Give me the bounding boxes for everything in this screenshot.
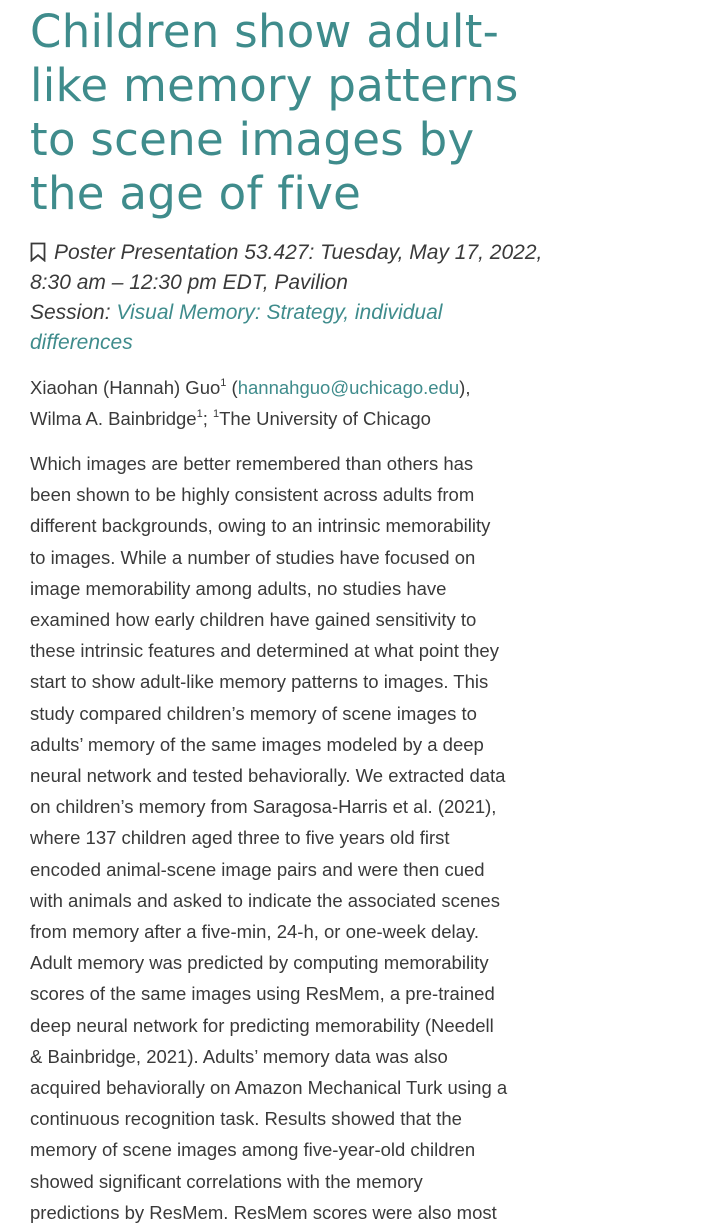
affiliation-name: The University of Chicago [219,408,431,429]
article [30,0,670,1228]
abstract-line: deep neural network for predicting memorability (Needell [30,1014,494,1036]
presentation-time: Poster Presentation 53.427: Tuesday, May 17, 2022, [54,241,543,264]
author-affiliation-sup: 1 [196,408,203,420]
abstract-line: adults’ memory of the same images modeled by a deep [30,733,484,755]
abstract-line: image memorability among adults, no studies have [30,577,447,599]
session-link[interactable]: Visual Memory: Strategy, individual [116,301,443,324]
abstract-line: memory of scene images among five-year-old children [30,1139,476,1161]
abstract-line: where 137 children aged three to five years old first [30,827,450,849]
author-name: Xiaohan (Hannah) Guo [30,377,221,398]
abstract-line: with animals and asked to indicate the associated scenes [30,889,500,911]
abstract-line: start to show adult-like memory patterns to images. This [30,671,489,693]
page-title [30,5,670,221]
abstract-line: been shown to be highly consistent across adults from [30,484,475,506]
abstract-line: acquired behaviorally on Amazon Mechanical Turk using a [30,1077,508,1099]
abstract-line: to images. While a number of studies have focused on [30,546,476,568]
email-paren-close: ), [459,377,471,398]
affiliation-sup: 1 [212,408,220,420]
title-line: Children show adult- [30,5,500,58]
session-link-continued[interactable]: differences [30,331,133,354]
presentation-line-2: 8:30 am – 12:30 pm EDT, Pavilion [30,271,348,294]
abstract-line: different backgrounds, owing to an intrinsic memorability [30,515,491,537]
presentation-info [30,238,670,358]
author-separator: ; [202,408,213,429]
title-line: the age of five [30,167,362,220]
session-line [30,298,670,328]
abstract-line: from memory after a five-min, 24-h, or one-week delay. [30,921,479,943]
session-label: Session: [30,301,117,324]
author-line-2 [30,403,670,434]
abstract-line: & Bainbridge, 2021). Adults’ memory data was also [30,1045,448,1067]
abstract-line: continuous recognition task. Results showed that the [30,1108,462,1130]
abstract-line: study compared children’s memory of scene images to [30,702,477,724]
abstract-line: Which images are better remembered than others has [30,453,474,474]
abstract-line: showed significant correlations with the memory [30,1170,423,1192]
author-name: Wilma A. Bainbridge [30,408,197,429]
presentation-line-1 [30,238,670,268]
email-paren-open: ( [226,377,238,398]
title-line: to scene images by [30,113,475,166]
author-line-1 [30,372,670,403]
author-list [30,372,670,434]
abstract-text [30,448,670,1228]
title-line: like memory patterns [30,59,519,112]
author-email-link[interactable]: hannahguo@uchicago.edu [237,377,460,398]
author-affiliation-sup: 1 [220,377,227,389]
abstract-line: examined how early children have gained sensitivity to [30,609,477,631]
abstract-line: predictions by ResMem. ResMem scores were also most [30,1201,497,1223]
abstract-line: Adult memory was predicted by computing memorability [30,952,489,974]
abstract-line: neural network and tested behaviorally. We extracted data [30,765,506,787]
abstract-line: these intrinsic features and determined at what point they [30,640,499,662]
abstract-line: scores of the same images using ResMem, a pre-trained [30,983,495,1005]
abstract-line: on children’s memory from Saragosa-Harris et al. (2021), [30,796,497,818]
bookmark-icon[interactable] [30,242,46,262]
abstract-line: encoded animal-scene image pairs and were then cued [30,858,485,880]
